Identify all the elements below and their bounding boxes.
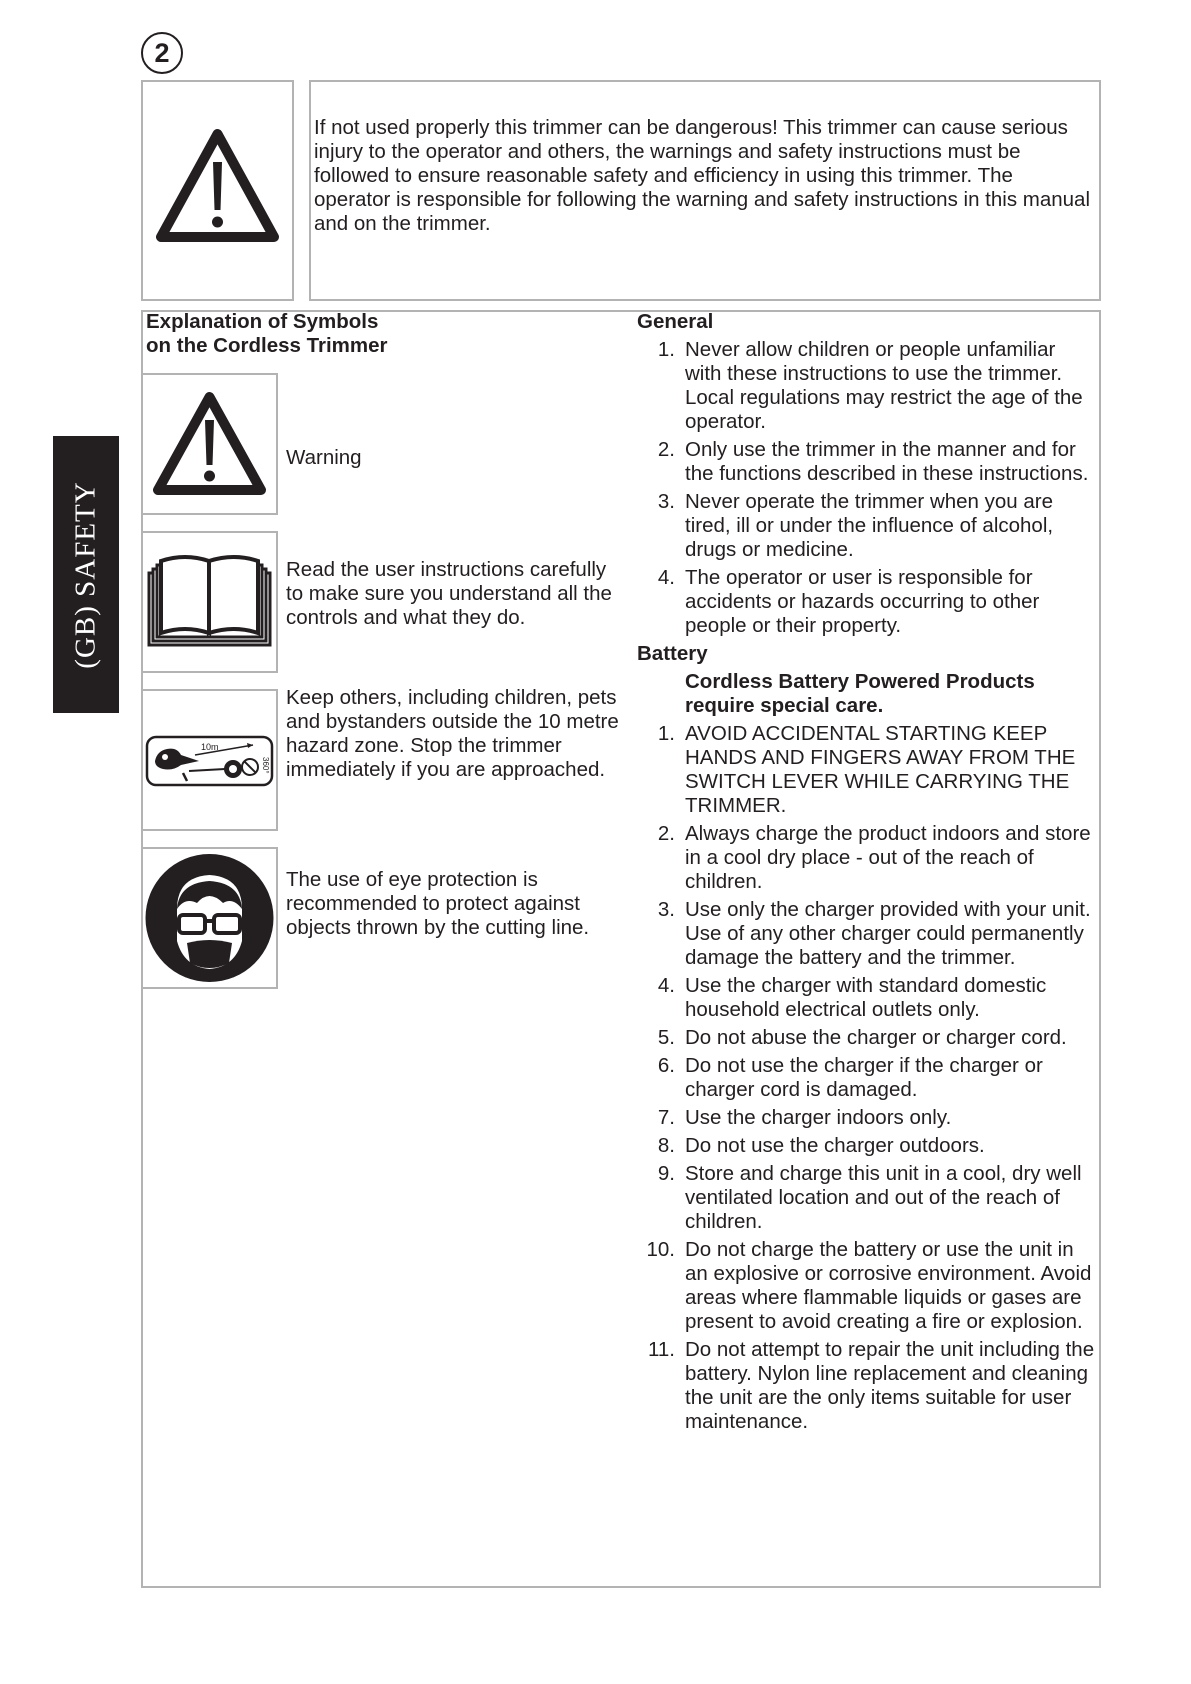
hazard-distance-label: 10m bbox=[201, 742, 219, 752]
list-item: 5. Do not abuse the charger or charger cord. bbox=[657, 1026, 1067, 1049]
hazard-zone-icon bbox=[143, 691, 276, 829]
list-item: 4. Use the charger with standard domestic household electrical outlets only. bbox=[657, 974, 1047, 1021]
battery-heading: Battery bbox=[637, 642, 708, 665]
symbol-warning-text: Warning bbox=[286, 446, 362, 469]
manual-book-icon bbox=[143, 533, 276, 671]
symbol-eye-protection bbox=[141, 847, 278, 989]
list-item: 11. Do not attempt to repair the unit including the battery. Nylon line replacement and cleaning the unit are the only items suitable for user maintenance. bbox=[648, 1338, 1095, 1433]
warning-triangle-icon bbox=[143, 375, 276, 513]
list-item: 10. Do not charge the battery or use the unit in an explosive or corrosive environment. Avoid areas where flammable liquids or gases are present to avoid creating a fire or explosion. bbox=[646, 1238, 1092, 1333]
section-side-tab bbox=[53, 436, 119, 713]
list-item: 1. AVOID ACCIDENTAL STARTING KEEP HANDS AND FINGERS AWAY FROM THE SWITCH LEVER WHILE CARRYING THE TRIMMER. bbox=[657, 722, 1076, 817]
instructions-column bbox=[637, 310, 1097, 1438]
list-item: 6. Do not use the charger if the charger or charger cord is damaged. bbox=[657, 1054, 1043, 1101]
battery-list bbox=[637, 722, 1097, 1434]
warning-triangle-icon bbox=[143, 82, 292, 299]
list-item: 2. Always charge the product indoors and store in a cool dry place - out of the reach of children. bbox=[657, 822, 1091, 893]
symbols-heading-line2: on the Cordless Trimmer bbox=[146, 334, 388, 357]
list-item: 3. Use only the charger provided with your unit. Use of any other charger could permanently damage the battery and the trimmer. bbox=[657, 898, 1091, 969]
intro-text: If not used properly this trimmer can be dangerous! This trimmer can cause serious injury to the operator and others, the warnings and safety instructions must be followed to ensure reasonable safety and efficiency in using this trimmer. The operator is responsible for following the warning and safety instructions in this manual and on the trimmer. bbox=[314, 116, 1090, 235]
battery-subheading: Cordless Battery Powered Products require special care. bbox=[685, 670, 1035, 717]
list-item: 7. Use the charger indoors only. bbox=[657, 1106, 952, 1129]
list-item: 4. The operator or user is responsible for accidents or hazards occurring to other people or their property. bbox=[657, 566, 1040, 637]
symbols-heading-line1: Explanation of Symbols bbox=[146, 310, 379, 333]
list-item: 2. Only use the trimmer in the manner and for the functions described in these instructions. bbox=[657, 438, 1089, 485]
hazard-angle-label: 360° bbox=[261, 757, 270, 774]
symbol-eye-protection-text: The use of eye protection is recommended to protect against objects thrown by the cutting line. bbox=[286, 868, 590, 939]
symbol-read-manual-text: Read the user instructions carefully to make sure you understand all the controls and what they do. bbox=[286, 558, 612, 629]
page-number: 2 bbox=[141, 32, 183, 74]
intro-text-box bbox=[309, 80, 1101, 301]
symbol-hazard-zone-text: Keep others, including children, pets and bystanders outside the 10 metre hazard zone. Stop the trimmer immediately if you are approached. bbox=[286, 686, 619, 781]
list-item: 8. Do not use the charger outdoors. bbox=[657, 1134, 985, 1157]
list-item: 9. Store and charge this unit in a cool, dry well ventilated location and out of the reach of children. bbox=[657, 1162, 1082, 1233]
symbols-heading bbox=[146, 310, 586, 358]
symbol-hazard-zone bbox=[141, 689, 278, 831]
symbol-warning bbox=[141, 373, 278, 515]
general-heading: General bbox=[637, 310, 714, 333]
general-list bbox=[637, 338, 1097, 638]
list-item: 3. Never operate the trimmer when you are tired, ill or under the influence of alcohol, drugs or medicine. bbox=[657, 490, 1054, 561]
section-side-tab-label: (GB) SAFETY bbox=[69, 480, 102, 669]
eye-protection-icon bbox=[143, 849, 276, 987]
list-item: 1. Never allow children or people unfamiliar with these instructions to use the trimmer. Local regulations may restrict the age of the operator. bbox=[657, 338, 1083, 433]
intro-icon-box bbox=[141, 80, 294, 301]
symbol-read-manual bbox=[141, 531, 278, 673]
